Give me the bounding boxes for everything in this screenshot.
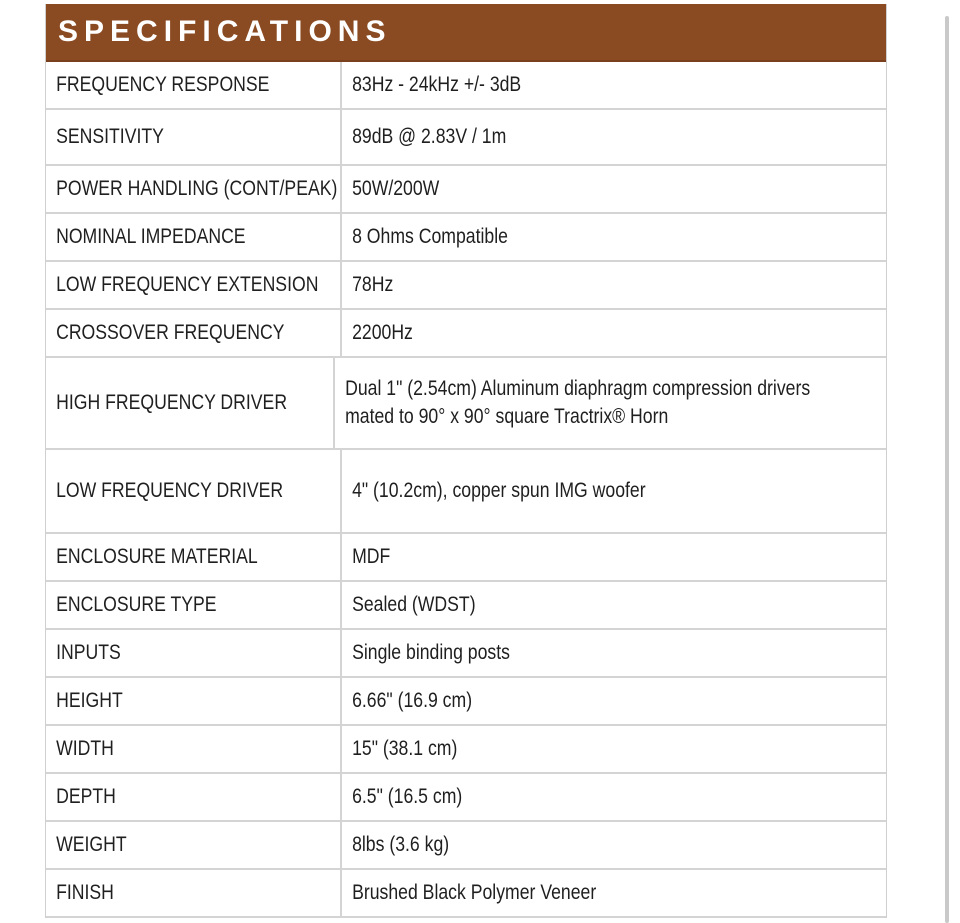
spec-row bbox=[46, 358, 886, 450]
spec-value-cell bbox=[342, 582, 886, 628]
spec-row bbox=[46, 310, 886, 358]
spec-row bbox=[46, 110, 886, 166]
spec-value-line: 2200Hz bbox=[352, 321, 413, 344]
spec-value-line: 8 Ohms Compatible bbox=[352, 225, 508, 248]
spec-row bbox=[46, 630, 886, 678]
spec-label-cell bbox=[46, 358, 335, 448]
spec-value bbox=[342, 223, 540, 251]
spec-value-line: 50W/200W bbox=[352, 177, 440, 200]
spec-value-line: 89dB @ 2.83V / 1m bbox=[352, 125, 507, 148]
spec-label: CROSSOVER FREQUENCY bbox=[56, 321, 285, 344]
spec-label: INPUTS bbox=[56, 641, 121, 664]
spec-label-cell bbox=[46, 62, 342, 108]
spec-value-cell bbox=[342, 310, 886, 356]
spec-label-cell bbox=[46, 214, 342, 260]
spec-value-cell bbox=[342, 870, 886, 916]
spec-label-cell bbox=[46, 582, 342, 628]
spec-value bbox=[342, 477, 703, 505]
spec-label: SENSITIVITY bbox=[56, 125, 164, 148]
spec-row bbox=[46, 62, 886, 110]
spec-value-cell bbox=[342, 166, 886, 212]
spec-row bbox=[46, 870, 886, 918]
spec-label-cell bbox=[46, 534, 342, 580]
spec-value-cell bbox=[342, 774, 886, 820]
spec-value-cell bbox=[342, 62, 886, 108]
spec-value bbox=[335, 375, 901, 431]
spec-label-cell bbox=[46, 310, 342, 356]
spec-label: FREQUENCY RESPONSE bbox=[56, 73, 270, 96]
spec-label: HEIGHT bbox=[56, 689, 123, 712]
spec-value-line: 6.5" (16.5 cm) bbox=[352, 785, 463, 808]
spec-value-line: mated to 90° x 90° square Tractrix® Horn bbox=[345, 405, 669, 428]
spec-value-line: 83Hz - 24kHz +/- 3dB bbox=[352, 73, 522, 96]
spec-value bbox=[342, 123, 538, 151]
spec-value-cell bbox=[342, 678, 886, 724]
spec-value-line: Single binding posts bbox=[352, 641, 510, 664]
specifications-rows bbox=[46, 62, 886, 918]
spec-label: NOMINAL IMPEDANCE bbox=[56, 225, 246, 248]
spec-label-cell bbox=[46, 166, 342, 212]
spec-value bbox=[342, 319, 426, 347]
spec-value-cell bbox=[342, 110, 886, 164]
spec-label-cell bbox=[46, 450, 342, 532]
spec-value-line: 4" (10.2cm), copper spun IMG woofer bbox=[352, 479, 646, 502]
spec-value-line: MDF bbox=[352, 545, 391, 568]
spec-label-cell bbox=[46, 262, 342, 308]
spec-value bbox=[342, 783, 485, 811]
spec-value-cell bbox=[342, 726, 886, 772]
spec-label-cell bbox=[46, 678, 342, 724]
spec-value-line: 8lbs (3.6 kg) bbox=[352, 833, 450, 856]
spec-value-cell bbox=[342, 822, 886, 868]
spec-label-cell bbox=[46, 726, 342, 772]
spec-label-cell bbox=[46, 630, 342, 676]
spec-label: DEPTH bbox=[56, 785, 116, 808]
spec-label: ENCLOSURE TYPE bbox=[56, 593, 217, 616]
spec-value bbox=[342, 879, 645, 907]
spec-value-line: Brushed Black Polymer Veneer bbox=[352, 881, 597, 904]
spec-value bbox=[342, 831, 470, 859]
spec-label: ENCLOSURE MATERIAL bbox=[56, 545, 258, 568]
spec-row bbox=[46, 450, 886, 534]
specifications-title: SPECIFICATIONS bbox=[58, 15, 392, 48]
spec-row bbox=[46, 774, 886, 822]
specifications-table bbox=[45, 4, 887, 918]
spec-value-cell bbox=[335, 358, 901, 448]
spec-value bbox=[342, 591, 501, 619]
spec-value-line: Dual 1" (2.54cm) Aluminum diaphragm compression drivers bbox=[345, 377, 811, 400]
spec-value-line: 6.66" (16.9 cm) bbox=[352, 689, 473, 712]
spec-label: POWER HANDLING (CONT/PEAK) bbox=[56, 177, 338, 200]
spec-value bbox=[342, 687, 497, 715]
spec-label: FINISH bbox=[56, 881, 114, 904]
spec-value-line: 15" (38.1 cm) bbox=[352, 737, 458, 760]
spec-value-cell bbox=[342, 214, 886, 260]
spec-value-cell bbox=[342, 534, 886, 580]
specifications-header bbox=[46, 4, 886, 62]
spec-row bbox=[46, 166, 886, 214]
spec-value bbox=[342, 735, 479, 763]
spec-row bbox=[46, 214, 886, 262]
spec-label: WEIGHT bbox=[56, 833, 127, 856]
spec-label-cell bbox=[46, 870, 342, 916]
spec-value bbox=[342, 175, 458, 203]
spec-label-cell bbox=[46, 822, 342, 868]
spec-label: LOW FREQUENCY EXTENSION bbox=[56, 273, 319, 296]
spec-row bbox=[46, 822, 886, 870]
spec-row bbox=[46, 678, 886, 726]
spec-value-cell bbox=[342, 630, 886, 676]
scrollbar-thumb[interactable] bbox=[945, 16, 949, 923]
spec-label-cell bbox=[46, 110, 342, 164]
spec-value-line: 78Hz bbox=[352, 273, 394, 296]
spec-value-cell bbox=[342, 450, 886, 532]
spec-label: HIGH FREQUENCY DRIVER bbox=[56, 391, 288, 414]
spec-row bbox=[46, 534, 886, 582]
spec-label: LOW FREQUENCY DRIVER bbox=[56, 479, 284, 502]
spec-value bbox=[342, 543, 400, 571]
spec-label-cell bbox=[46, 774, 342, 820]
spec-value bbox=[342, 639, 542, 667]
spec-value bbox=[342, 271, 403, 299]
spec-value-line: Sealed (WDST) bbox=[352, 593, 476, 616]
spec-label: WIDTH bbox=[56, 737, 114, 760]
spec-row bbox=[46, 726, 886, 774]
spec-row bbox=[46, 582, 886, 630]
spec-value-cell bbox=[342, 262, 886, 308]
spec-row bbox=[46, 262, 886, 310]
spec-value bbox=[342, 71, 555, 99]
